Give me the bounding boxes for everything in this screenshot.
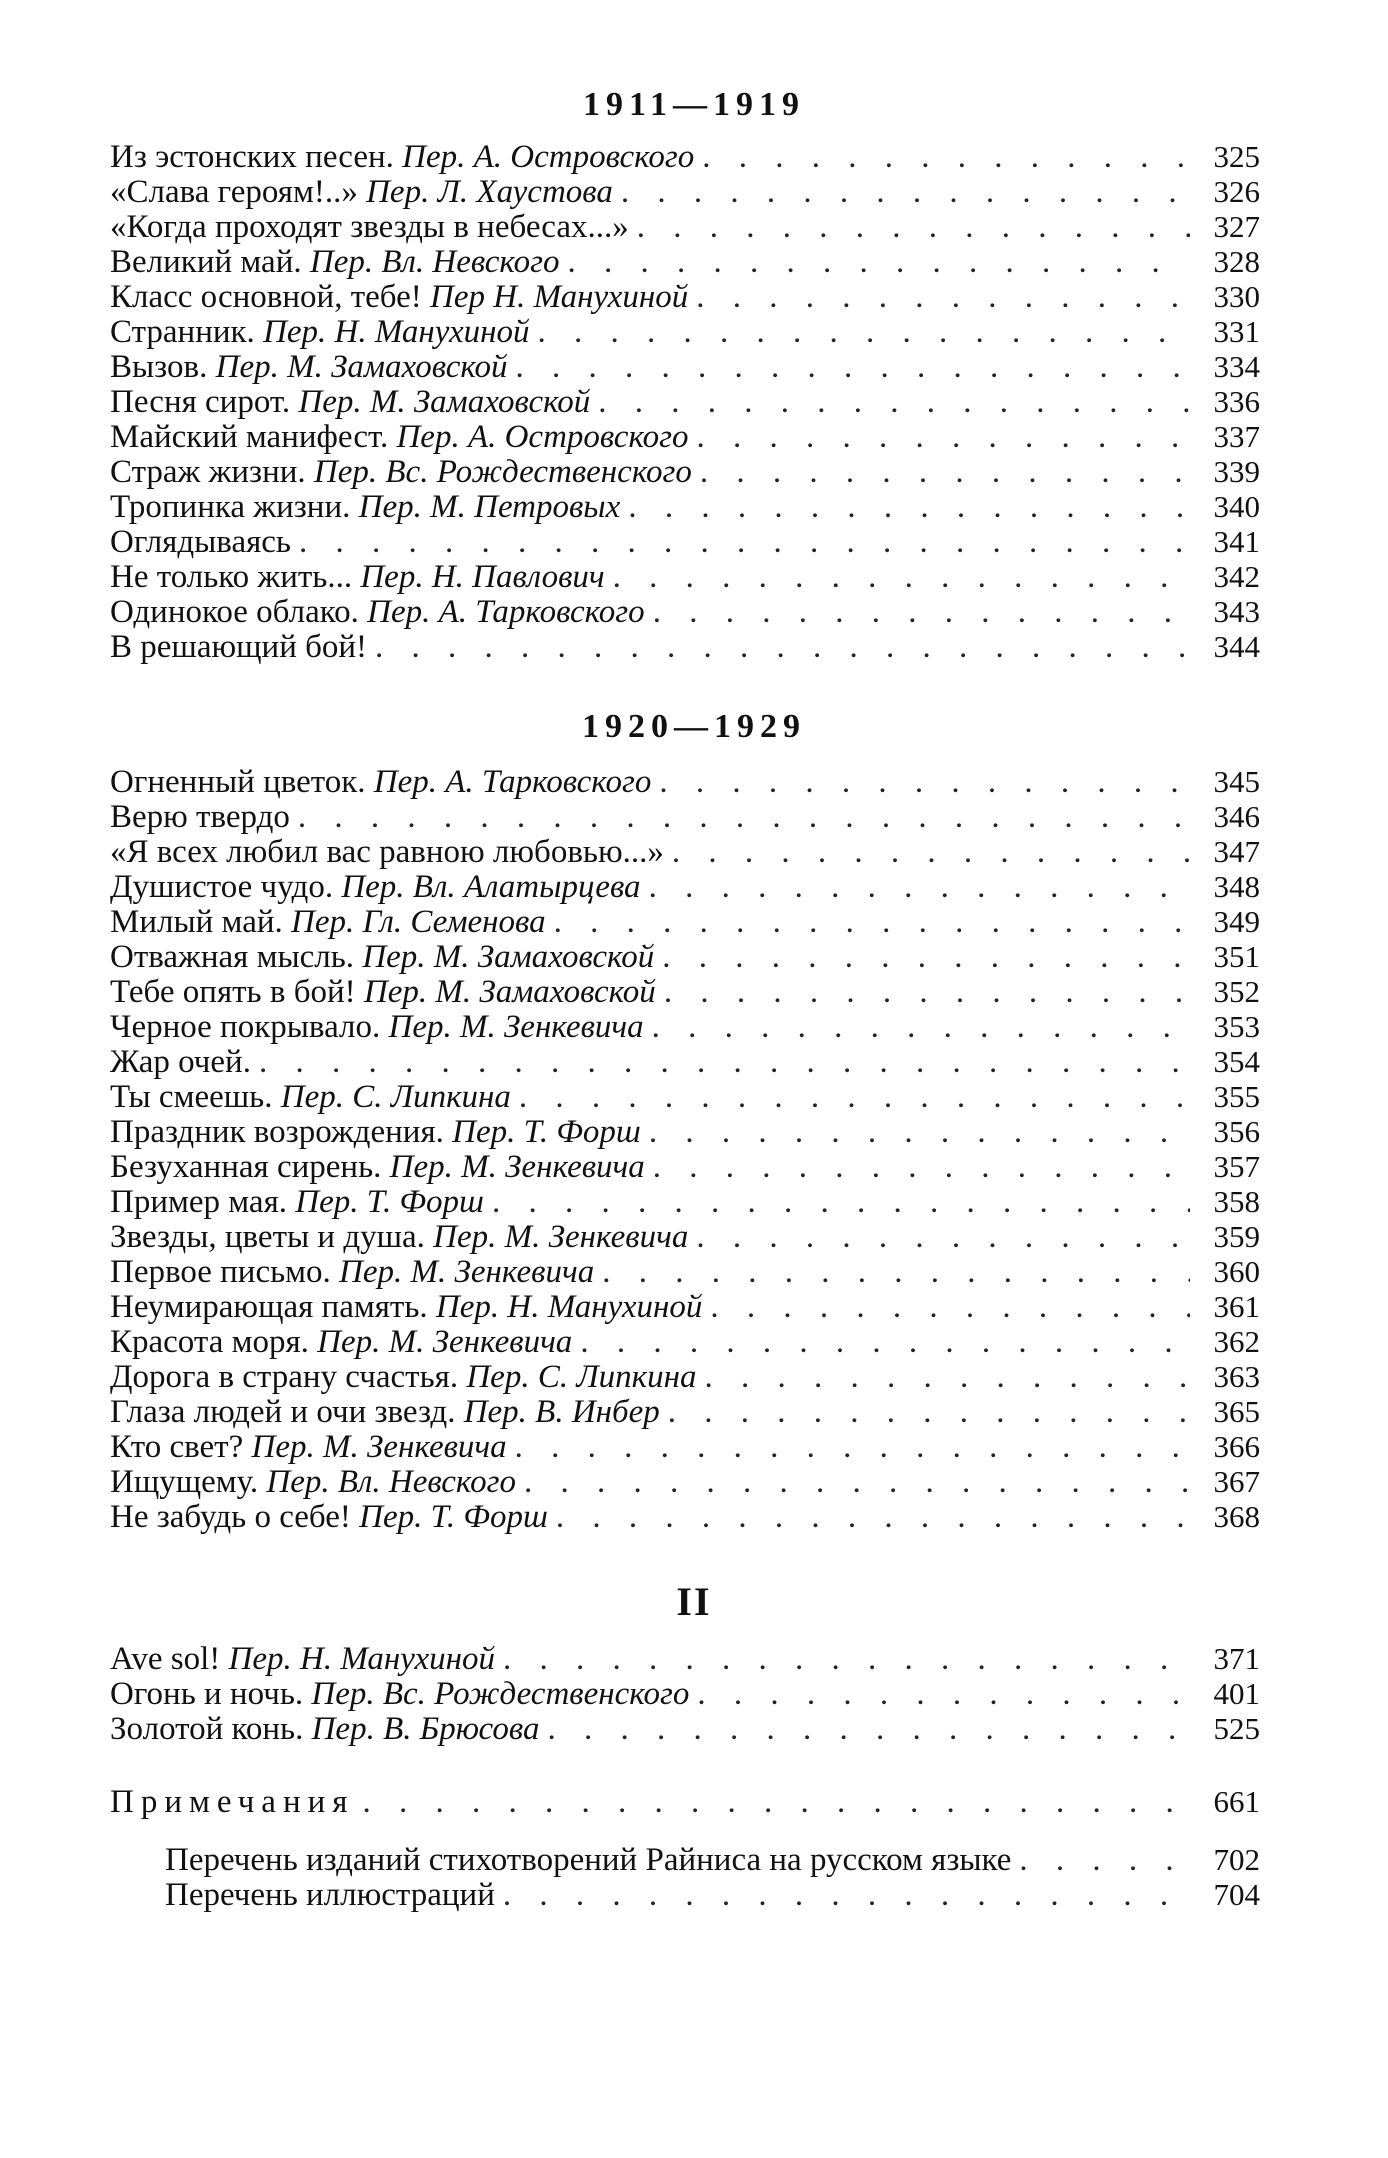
toc-entry[interactable]	[110, 904, 1260, 939]
toc-list-part-two	[110, 1641, 1260, 1746]
toc-entry[interactable]	[110, 244, 1260, 279]
toc-entry-page: 357	[1213, 1149, 1260, 1184]
toc-entry-page: 358	[1213, 1184, 1260, 1219]
poem-title: Неумирающая память.	[110, 1289, 428, 1324]
dot-leader	[621, 175, 1190, 209]
toc-entry-page: 334	[1213, 349, 1260, 384]
dot-leader	[668, 1395, 1190, 1429]
poem-title: Золотой конь.	[110, 1711, 304, 1746]
dot-leader	[515, 1430, 1190, 1464]
poem-title: Верю твердо	[110, 799, 290, 834]
toc-entry-title	[110, 245, 559, 279]
dot-leader	[299, 525, 1190, 559]
toc-entry-title: Примечания	[110, 1784, 355, 1819]
toc-entry-page: 361	[1213, 1289, 1260, 1324]
toc-entry[interactable]	[110, 1254, 1260, 1289]
toc-entry-page: 359	[1213, 1219, 1260, 1254]
poem-title: Глаза людей и очи звезд.	[110, 1394, 456, 1429]
toc-entry-page: 702	[1213, 1842, 1260, 1877]
translator-credit: Пер. М. Зенкевича	[389, 1149, 645, 1184]
toc-entry-page: 346	[1213, 799, 1260, 834]
poem-title: Страж жизни.	[110, 454, 306, 489]
toc-entry[interactable]	[110, 799, 1260, 834]
toc-entry-page: 351	[1213, 939, 1260, 974]
translator-credit: Пер. А. Островского	[396, 419, 689, 454]
dot-leader	[554, 905, 1190, 939]
dot-leader	[613, 560, 1190, 594]
dot-leader	[710, 1290, 1190, 1324]
toc-entry-title	[110, 455, 692, 489]
translator-credit: Пер. Вс. Рождественского	[311, 1676, 690, 1711]
toc-entry[interactable]	[110, 1394, 1260, 1429]
poem-title: «Когда проходят звезды в небесах...»	[110, 209, 629, 244]
toc-entry[interactable]	[110, 764, 1260, 799]
translator-credit: Пер. М. Замаховской	[362, 939, 655, 974]
toc-entry-page: 363	[1213, 1359, 1260, 1394]
dot-leader	[362, 1785, 1190, 1819]
poem-title: Красота моря.	[110, 1324, 309, 1359]
toc-entry-title	[110, 1185, 484, 1219]
translator-credit: Пер. С. Липкина	[280, 1079, 511, 1114]
toc-entry-page: 353	[1213, 1009, 1260, 1044]
toc-list-1920-1929	[110, 764, 1260, 1534]
toc-entry-title	[110, 1325, 572, 1359]
toc-entry-page: 368	[1213, 1499, 1260, 1534]
toc-entry-title	[110, 870, 641, 904]
toc-entry-page: 349	[1213, 904, 1260, 939]
translator-credit: Пер. М. Замаховской	[215, 349, 508, 384]
dot-leader	[697, 1677, 1190, 1711]
translator-credit: Пер. Вс. Рождественского	[313, 454, 692, 489]
toc-entry-title	[165, 1878, 495, 1912]
dot-leader	[696, 280, 1190, 314]
toc-entry-page: 337	[1213, 419, 1260, 454]
dot-leader	[628, 490, 1190, 524]
poem-title: Душистое чудо.	[110, 869, 334, 904]
translator-credit: Пер. М. Зенкевича	[339, 1254, 595, 1289]
translator-credit: Пер. Н. Павлович	[360, 559, 605, 594]
toc-entry-title	[110, 1220, 688, 1254]
poem-title: Ты смеешь.	[110, 1079, 273, 1114]
toc-entry[interactable]	[110, 1184, 1260, 1219]
toc-entry-appendix[interactable]	[165, 1877, 1260, 1912]
dot-leader	[672, 835, 1190, 869]
toc-list-appendices	[165, 1842, 1260, 1912]
poem-title: В решающий бой!	[110, 629, 368, 664]
poem-title: «Я всех любил вас равною любовью...»	[110, 834, 664, 869]
toc-entry-page: 366	[1213, 1429, 1260, 1464]
translator-credit: Пер. М. Зенкевича	[433, 1219, 689, 1254]
dot-leader	[653, 1150, 1190, 1184]
translator-credit: Пер. Л. Хаустова	[366, 174, 613, 209]
poem-title: Не только жить...	[110, 559, 353, 594]
translator-credit: Пер. В. Инбер	[463, 1394, 660, 1429]
toc-entry-page: 348	[1213, 869, 1260, 904]
poem-title: Звезды, цветы и душа.	[110, 1219, 425, 1254]
toc-entry-title	[110, 175, 613, 209]
toc-entry-title	[110, 1430, 507, 1464]
dot-leader	[519, 1080, 1190, 1114]
poem-title: Майский манифест.	[110, 419, 389, 454]
toc-entry-page: 325	[1213, 139, 1260, 174]
toc-entry-title	[110, 280, 688, 314]
toc-entry-title	[110, 1010, 644, 1044]
toc-entry-title	[110, 1395, 660, 1429]
toc-entry-page: 401	[1213, 1676, 1260, 1711]
dot-leader	[1019, 1843, 1190, 1877]
translator-credit: Пер. Н. Манухиной	[228, 1641, 495, 1676]
translator-credit: Пер. Вл. Невского	[266, 1464, 516, 1499]
dot-leader	[503, 1878, 1190, 1912]
translator-credit: Пер. М. Зенкевича	[388, 1009, 644, 1044]
toc-entry[interactable]	[110, 594, 1260, 629]
poem-title: Перечень изданий стихотворений Райниса на русском языке	[165, 1842, 1012, 1877]
toc-entry-title	[110, 210, 629, 244]
dot-leader	[524, 1465, 1190, 1499]
toc-entry[interactable]	[110, 419, 1260, 454]
toc-entry-title	[110, 940, 654, 974]
section-heading-1920-1929: 1920—1929	[582, 708, 806, 745]
poem-title: Тебе опять в бой!	[110, 974, 356, 1009]
toc-entry-title	[110, 1045, 251, 1079]
toc-entry[interactable]	[110, 174, 1260, 209]
toc-entry[interactable]	[110, 524, 1260, 559]
dot-leader	[602, 1255, 1190, 1289]
toc-entry[interactable]	[110, 1641, 1260, 1676]
toc-entry-title	[110, 905, 546, 939]
poem-title: Песня сирот.	[110, 384, 291, 419]
toc-entry[interactable]	[110, 314, 1260, 349]
toc-entry-page: 371	[1213, 1641, 1260, 1676]
toc-entry-title	[110, 630, 367, 664]
poem-title: Первое письмо.	[110, 1254, 331, 1289]
toc-entry[interactable]	[110, 629, 1260, 664]
toc-entry[interactable]	[110, 834, 1260, 869]
translator-credit: Пер. Т. Форш	[359, 1499, 548, 1534]
toc-entry[interactable]	[110, 489, 1260, 524]
toc-entry[interactable]	[110, 1324, 1260, 1359]
dot-leader	[705, 1360, 1191, 1394]
toc-entry-page: 339	[1213, 454, 1260, 489]
toc-entry-title	[110, 315, 530, 349]
poem-title: Черное покрывало.	[110, 1009, 381, 1044]
toc-entry-title	[110, 560, 605, 594]
poem-title: Ищущему.	[110, 1464, 259, 1499]
toc-entry-page: 343	[1213, 594, 1260, 629]
toc-entry-title	[165, 1843, 1011, 1877]
toc-entry[interactable]	[110, 1044, 1260, 1079]
poem-title: Дорога в страну счастья.	[110, 1359, 459, 1394]
poem-title: Безуханная сирень.	[110, 1149, 382, 1184]
toc-entry-page: 331	[1213, 314, 1260, 349]
translator-credit: Пер. С. Липкина	[466, 1359, 697, 1394]
toc-entry-title	[110, 595, 645, 629]
poem-title: Отважная мысль.	[110, 939, 355, 974]
toc-entry-page: 352	[1213, 974, 1260, 1009]
translator-credit: Пер. М. Зенкевича	[317, 1324, 573, 1359]
dot-leader	[298, 800, 1190, 834]
toc-entry-title	[110, 350, 508, 384]
poem-title: Милый май.	[110, 904, 283, 939]
toc-entry-page: 327	[1213, 209, 1260, 244]
toc-entry[interactable]	[110, 384, 1260, 419]
dot-leader	[702, 140, 1190, 174]
toc-entry-page: 360	[1213, 1254, 1260, 1289]
translator-credit: Пер. Гл. Семенова	[291, 904, 546, 939]
dot-leader	[652, 1010, 1190, 1044]
toc-entry-title	[110, 1115, 641, 1149]
toc-entry-page: 326	[1213, 174, 1260, 209]
dot-leader	[659, 765, 1190, 799]
toc-entry-title	[110, 1500, 548, 1534]
toc-entry-title	[110, 1255, 594, 1289]
toc-entry-page: 340	[1213, 489, 1260, 524]
translator-credit: Пер. А. Тарковского	[373, 764, 652, 799]
section-heading-1911-1919: 1911—1919	[582, 86, 806, 123]
poem-title: Пример мая.	[110, 1184, 288, 1219]
toc-entry-title	[110, 765, 651, 799]
toc-entry[interactable]	[110, 454, 1260, 489]
dot-leader	[697, 420, 1190, 454]
toc-entry-title	[110, 385, 590, 419]
toc-entry[interactable]	[110, 139, 1260, 174]
toc-entry[interactable]	[110, 1429, 1260, 1464]
section-heading-part-two: II	[676, 1579, 712, 1624]
poem-title: Оглядываясь	[110, 524, 291, 559]
dot-leader	[259, 1045, 1190, 1079]
toc-entry-title	[110, 1642, 495, 1676]
toc-entry-title	[110, 1290, 702, 1324]
toc-entry-page: 367	[1213, 1464, 1260, 1499]
dot-leader	[653, 595, 1190, 629]
poem-title: Кто свет?	[110, 1429, 244, 1464]
poem-title: Класс основной, тебе!	[110, 279, 422, 314]
toc-entry-page: 330	[1213, 279, 1260, 314]
toc-entry[interactable]	[110, 209, 1260, 244]
dot-leader	[598, 385, 1190, 419]
toc-entry-page: 344	[1213, 629, 1260, 664]
toc-entry-page: 345	[1213, 764, 1260, 799]
toc-entry[interactable]	[110, 1219, 1260, 1254]
toc-list-notes	[110, 1784, 1260, 1819]
toc-entry[interactable]	[110, 1711, 1260, 1746]
toc-entry-title	[110, 800, 290, 834]
dot-leader	[556, 1500, 1190, 1534]
poem-title: «Слава героям!..»	[110, 174, 358, 209]
toc-entry-page: 336	[1213, 384, 1260, 419]
translator-credit: Пер. М. Зенкевича	[251, 1429, 507, 1464]
toc-entry[interactable]	[110, 1149, 1260, 1184]
toc-entry[interactable]	[110, 1009, 1260, 1044]
toc-entry-page: 525	[1213, 1711, 1260, 1746]
toc-entry-title	[110, 140, 694, 174]
toc-entry[interactable]	[110, 869, 1260, 904]
toc-list-1911-1919	[110, 139, 1260, 664]
toc-entry-title	[110, 1360, 697, 1394]
toc-entry[interactable]	[110, 1464, 1260, 1499]
toc-entry-page: 354	[1213, 1044, 1260, 1079]
poem-title: Перечень иллюстраций	[165, 1877, 495, 1912]
translator-credit: Пер. М. Замаховской	[363, 974, 656, 1009]
toc-entry[interactable]	[110, 1114, 1260, 1149]
poem-title: Одинокое облако.	[110, 594, 359, 629]
poem-title: Огненный цветок.	[110, 764, 366, 799]
translator-credit: Пер. Т. Форш	[452, 1114, 641, 1149]
dot-leader	[375, 630, 1190, 664]
toc-entry-page: 355	[1213, 1079, 1260, 1114]
dot-leader	[649, 1115, 1190, 1149]
toc-entry[interactable]	[110, 1499, 1260, 1534]
poem-title: Праздник возрождения.	[110, 1114, 444, 1149]
dot-leader	[516, 350, 1190, 384]
dot-leader	[664, 975, 1190, 1009]
dot-leader	[580, 1325, 1190, 1359]
toc-entry-page: 356	[1213, 1114, 1260, 1149]
toc-entry-title	[110, 1465, 516, 1499]
translator-credit: Пер. А. Тарковского	[367, 594, 645, 629]
poem-title: Вызов.	[110, 349, 208, 384]
dot-leader	[696, 1220, 1190, 1254]
toc-entry[interactable]	[110, 559, 1260, 594]
dot-leader	[492, 1185, 1190, 1219]
poem-title: Великий май.	[110, 244, 302, 279]
translator-credit: Пер. Т. Форш	[295, 1184, 484, 1219]
toc-entry-title	[110, 490, 620, 524]
toc-entry[interactable]	[110, 1289, 1260, 1324]
poem-title: Странник.	[110, 314, 255, 349]
toc-entry[interactable]	[110, 939, 1260, 974]
toc-entry[interactable]	[110, 1079, 1260, 1114]
dot-leader	[567, 245, 1190, 279]
toc-entry-title	[110, 1677, 689, 1711]
poem-title: Огонь и ночь.	[110, 1676, 304, 1711]
toc-entry[interactable]	[110, 1676, 1260, 1711]
toc-entry-title	[110, 1080, 511, 1114]
toc-entry-title	[110, 975, 656, 1009]
toc-entry-title	[110, 525, 291, 559]
translator-credit: Пер. Н. Манухиной	[435, 1289, 703, 1324]
toc-entry-title	[110, 835, 664, 869]
toc-entry-title	[110, 1712, 539, 1746]
toc-entry-title	[110, 1150, 645, 1184]
translator-credit: Пер Н. Манухиной	[430, 279, 689, 314]
translator-credit: Пер. М. Замаховской	[298, 384, 591, 419]
dot-leader	[503, 1642, 1190, 1676]
translator-credit: Пер. В. Брюсова	[311, 1711, 540, 1746]
toc-entry[interactable]	[110, 974, 1260, 1009]
toc-entry[interactable]	[110, 1359, 1260, 1394]
poem-title: Ave sol!	[110, 1641, 221, 1676]
toc-entry-appendix[interactable]	[165, 1842, 1260, 1877]
translator-credit: Пер. Вл. Алатырцева	[341, 869, 641, 904]
dot-leader	[538, 315, 1191, 349]
poem-title: Тропинка жизни.	[110, 489, 351, 524]
dot-leader	[547, 1712, 1190, 1746]
toc-entry[interactable]	[110, 279, 1260, 314]
dot-leader	[637, 210, 1190, 244]
dot-leader	[662, 940, 1190, 974]
toc-entry-page: 661	[1213, 1784, 1260, 1819]
translator-credit: Пер. М. Петровых	[358, 489, 621, 524]
translator-credit: Пер. А. Островского	[402, 139, 695, 174]
toc-entry-page: 328	[1213, 244, 1260, 279]
poem-title: Жар очей.	[110, 1044, 251, 1079]
poem-title: Из эстонских песен.	[110, 139, 394, 174]
toc-entry-page: 347	[1213, 834, 1260, 869]
toc-entry-title	[110, 420, 689, 454]
toc-entry-page: 342	[1213, 559, 1260, 594]
dot-leader	[649, 870, 1190, 904]
dot-leader	[700, 455, 1190, 489]
poem-title: Не забудь о себе!	[110, 1499, 351, 1534]
toc-entry[interactable]	[110, 349, 1260, 384]
toc-entry-notes[interactable]	[110, 1784, 1260, 1819]
toc-entry-page: 704	[1213, 1877, 1260, 1912]
translator-credit: Пер. Н. Манухиной	[263, 314, 530, 349]
toc-entry-page: 341	[1213, 524, 1260, 559]
translator-credit: Пер. Вл. Невского	[309, 244, 560, 279]
toc-entry-page: 362	[1213, 1324, 1260, 1359]
toc-entry-page: 365	[1213, 1394, 1260, 1429]
